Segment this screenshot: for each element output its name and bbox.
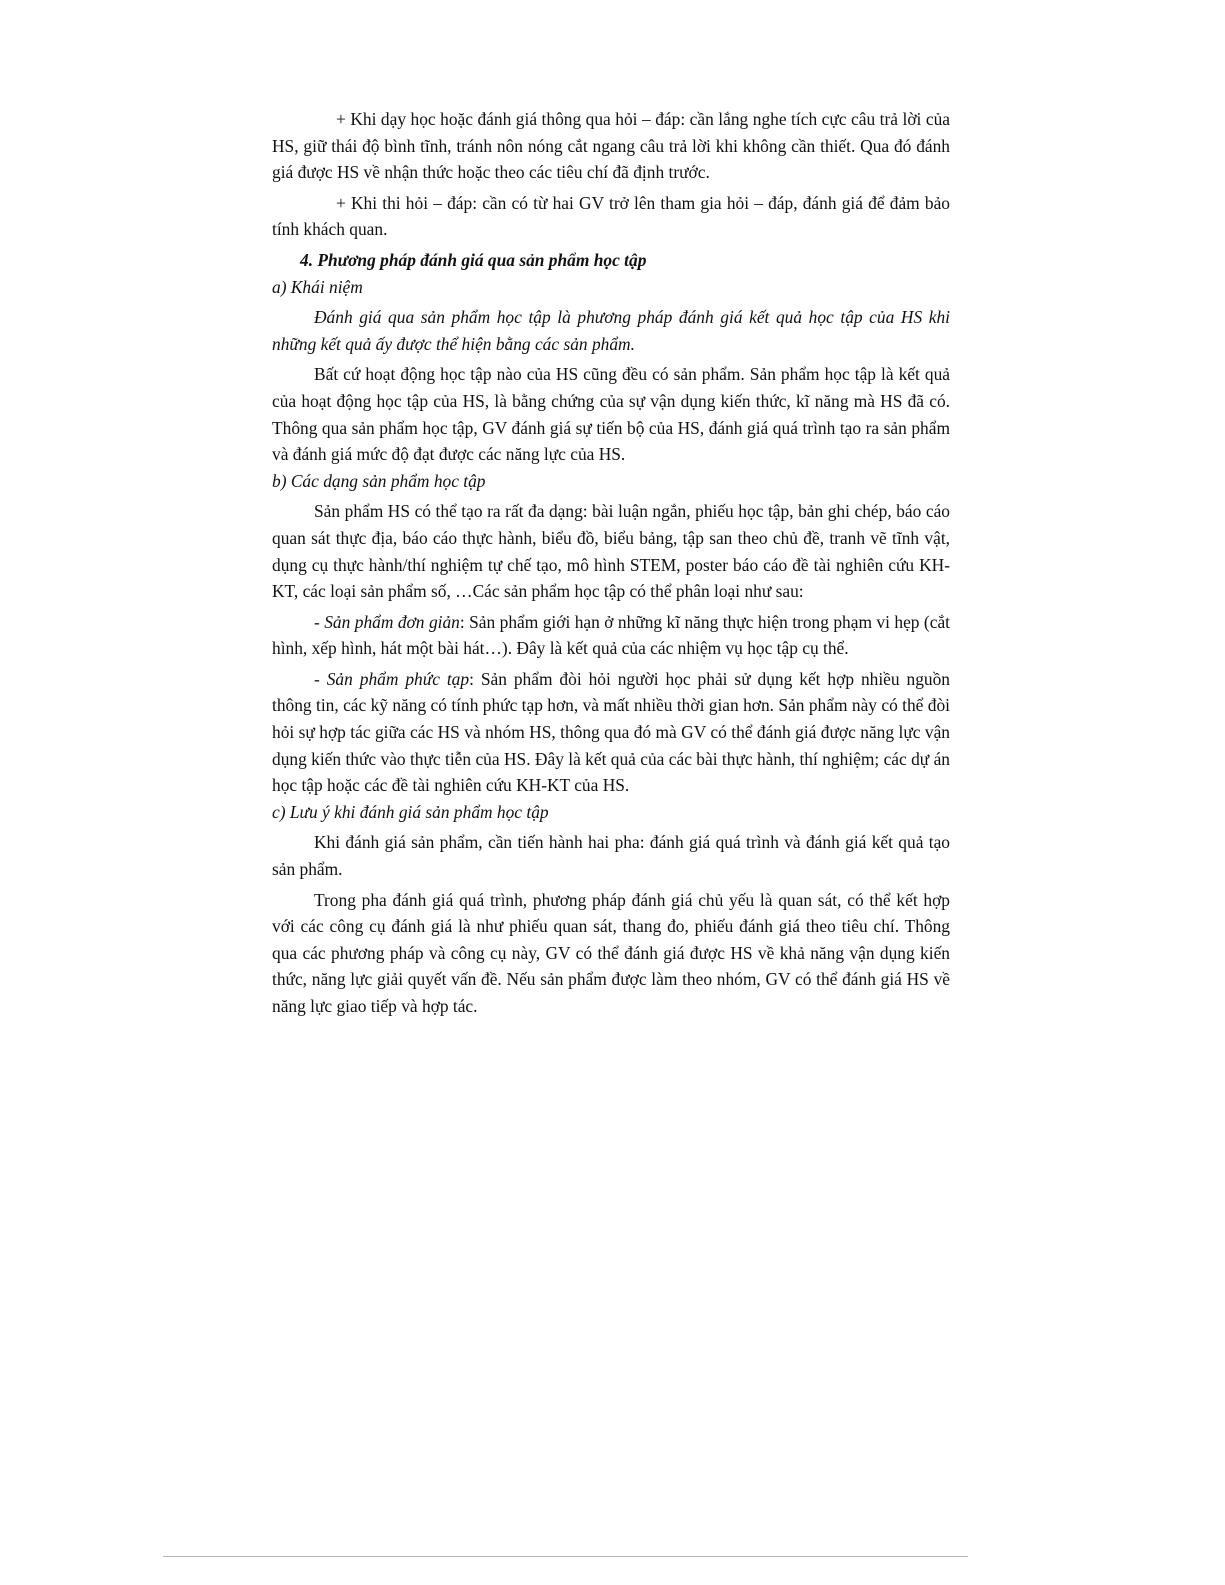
paragraph-learning-products: Bất cứ hoạt động học tập nào của HS cũng đều có sản phẩm. Sản phẩm học tập là kết quả của hoạt động học tập của HS, là bằng chứng của sự vận dụng kiến thức, kĩ năng mà HS đã có. Thông qua sản phẩm học tập, GV đánh giá sự tiến bộ của HS, đánh giá quá trình tạo ra sản phẩm và đánh giá mức độ đạt được các năng lực của HS. (272, 364, 950, 465)
paragraph-question-answer-teaching: + Khi dạy học hoặc đánh giá thông qua hỏi – đáp: cần lắng nghe tích cực câu trả lời của HS, giữ thái độ bình tĩnh, tránh nôn nóng cắt ngang câu trả lời khi không cần thiết. Qua đó đánh giá được HS về nhận thức hoặc theo các tiêu chí đã định trước. (272, 109, 950, 183)
term-simple-product: Sản phẩm đơn giản (324, 611, 460, 632)
subheading-a-concept: a) Khái niệm (272, 276, 363, 297)
list-item-simple-product (272, 609, 950, 662)
list-item-complex-product (272, 666, 950, 799)
paragraph-product-variety: Sản phẩm HS có thể tạo ra rất đa dạng: bài luận ngắn, phiếu học tập, bản ghi chép, báo cáo quan sát thực địa, báo cáo thực hành, biểu đồ, biểu bảng, tập san theo chủ đề, tranh vẽ tĩnh vật, dụng cụ thực hành/thí nghiệm tự chế tạo, mô hình STEM, poster báo cáo đề tài nghiên cứu KH-KT, các loại sản phẩm số, …Các sản phẩm học tập có thể phân loại như sau: (272, 501, 950, 602)
paragraph-process-phase: Trong pha đánh giá quá trình, phương pháp đánh giá chủ yếu là quan sát, có thể kết hợp với các công cụ đánh giá là như phiếu quan sát, thang đo, phiếu đánh giá theo tiêu chí. Thông qua các phương pháp và công cụ này, GV có thể đánh giá được HS về khả năng vận dụng kiến thức, năng lực giải quyết vấn đề. Nếu sản phẩm được làm theo nhóm, GV có thể đánh giá HS về năng lực giao tiếp và hợp tác. (272, 889, 950, 1016)
dash-bullet: - (314, 668, 327, 689)
term-complex-product: Sản phẩm phức tạp (326, 668, 470, 689)
subheading-b-product-types: b) Các dạng sản phẩm học tập (272, 470, 486, 491)
page-footer-divider (163, 1556, 968, 1557)
subheading-c-notes: c) Lưu ý khi đánh giá sản phẩm học tập (272, 801, 549, 822)
description-simple-product: : Sản phẩm giới hạn ở những kĩ năng thực hiện trong phạm vi hẹp (cắt hình, xếp hình, hát một bài hát…). Đây là kết quả của các nhiệm vụ học tập cụ thể. (272, 611, 950, 659)
description-complex-product: : Sản phẩm đòi hỏi người học phải sử dụng kết hợp nhiều nguồn thông tin, các kỹ năng có tính phức tạp hơn, và mất nhiều thời gian hơn. Sản phẩm này có thể đòi hỏi sự hợp tác giữa các HS và nhóm HS, thông qua đó mà GV có thể đánh giá được năng lực vận dụng kiến thức vào thực tiễn của HS. Đây là kết quả của các bài thực hành, thí nghiệm; các dự án học tập hoặc các đề tài nghiên cứu KH-KT của HS. (272, 668, 950, 796)
paragraph-question-answer-exam: + Khi thi hỏi – đáp: cần có từ hai GV trở lên tham gia hỏi – đáp, đánh giá để đảm bảo tính khách quan. (272, 192, 950, 240)
paragraph-two-phases: Khi đánh giá sản phẩm, cần tiến hành hai pha: đánh giá quá trình và đánh giá kết quả tạo sản phẩm. (272, 832, 950, 880)
dash-bullet: - (314, 611, 325, 632)
document-page (272, 106, 950, 1020)
section-heading-4: 4. Phương pháp đánh giá qua sản phẩm học tập (300, 249, 647, 270)
definition-paragraph: Đánh giá qua sản phẩm học tập là phương pháp đánh giá kết quả học tập của HS khi những kết quả ấy được thể hiện bằng các sản phẩm. (272, 307, 950, 354)
